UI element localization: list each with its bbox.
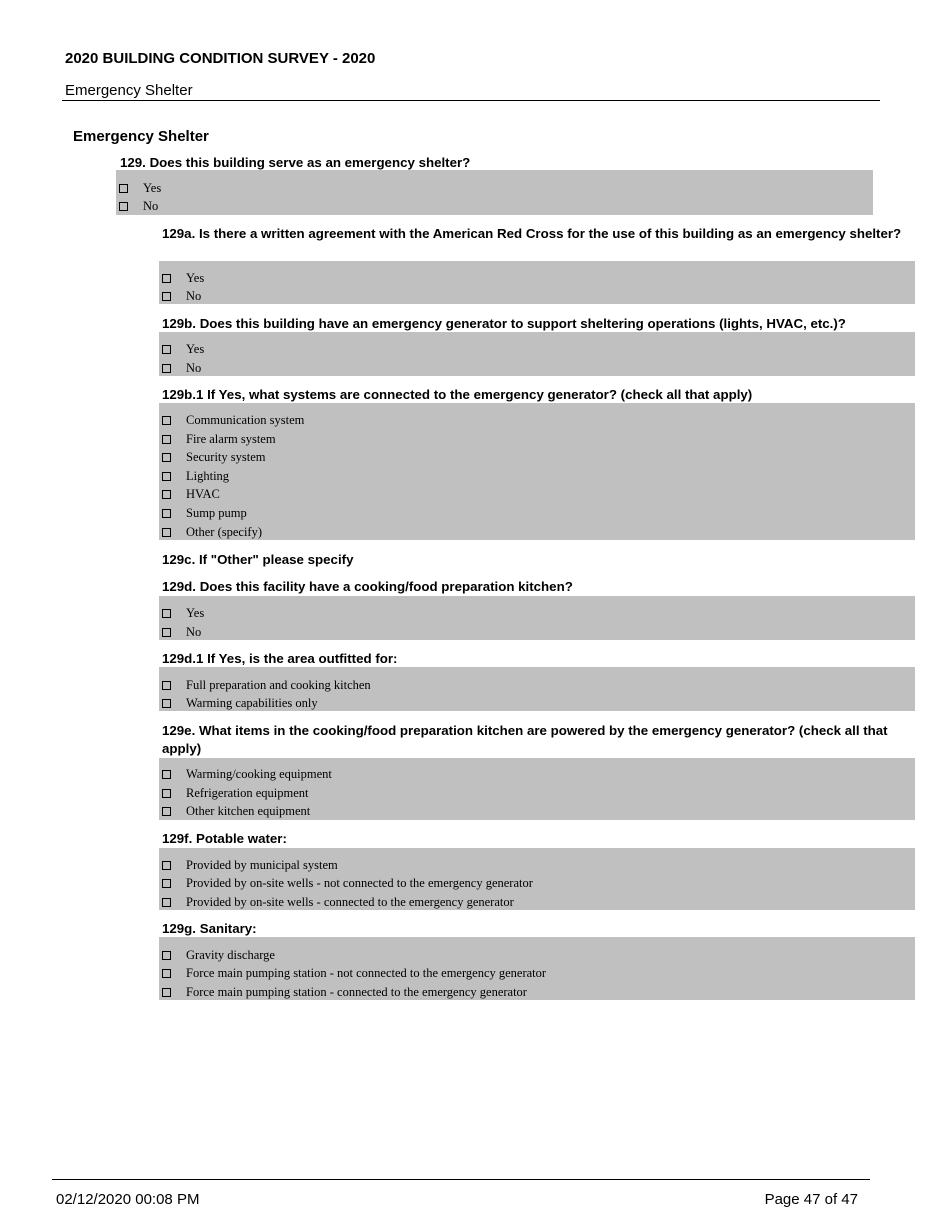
option-full-kitchen[interactable]: Full preparation and cooking kitchen (159, 676, 371, 694)
question-129g: 129g. Sanitary: (162, 921, 257, 936)
checkbox[interactable] (162, 274, 171, 283)
question-129d: 129d. Does this facility have a cooking/food preparation kitchen? (162, 579, 573, 594)
option-refrigeration-equipment[interactable]: Refrigeration equipment (159, 784, 309, 802)
checkbox[interactable] (162, 472, 171, 481)
options-129 (116, 170, 873, 215)
option-yes[interactable]: Yes (159, 269, 204, 287)
checkbox[interactable] (162, 364, 171, 373)
option-hvac[interactable]: HVAC (159, 485, 220, 503)
checkbox[interactable] (162, 509, 171, 518)
footer-divider (52, 1179, 870, 1180)
question-129a: 129a. Is there a written agreement with the American Red Cross for the use of this building as an emergency shelter? (162, 226, 902, 241)
question-129f: 129f. Potable water: (162, 831, 287, 846)
option-yes[interactable]: Yes (116, 179, 161, 197)
checkbox[interactable] (162, 681, 171, 690)
options-129d (159, 596, 915, 640)
options-129g (159, 937, 915, 1000)
checkbox[interactable] (162, 416, 171, 425)
question-129b: 129b. Does this building have an emergency generator to support sheltering operations (lights, HVAC, etc.)? (162, 316, 846, 331)
checkbox[interactable] (119, 184, 128, 193)
checkbox[interactable] (162, 770, 171, 779)
options-129b-1 (159, 403, 915, 540)
options-129e (159, 758, 915, 820)
option-yes[interactable]: Yes (159, 340, 204, 358)
option-no[interactable]: No (159, 287, 201, 305)
checkbox[interactable] (162, 879, 171, 888)
option-lighting[interactable]: Lighting (159, 467, 229, 485)
option-security-system[interactable]: Security system (159, 448, 266, 466)
checkbox[interactable] (162, 609, 171, 618)
option-warming-only[interactable]: Warming capabilities only (159, 694, 318, 712)
checkbox[interactable] (162, 292, 171, 301)
checkbox[interactable] (162, 528, 171, 537)
checkbox[interactable] (162, 435, 171, 444)
footer-datetime: 02/12/2020 00:08 PM (56, 1191, 200, 1208)
checkbox[interactable] (162, 969, 171, 978)
checkbox[interactable] (162, 898, 171, 907)
page-subtitle: Emergency Shelter (65, 82, 193, 99)
option-wells-connected[interactable]: Provided by on-site wells - connected to the emergency generator (159, 893, 514, 911)
question-129d-1: 129d.1 If Yes, is the area outfitted for: (162, 651, 398, 666)
checkbox[interactable] (162, 951, 171, 960)
option-no[interactable]: No (116, 197, 158, 215)
option-fire-alarm-system[interactable]: Fire alarm system (159, 430, 276, 448)
options-129f (159, 848, 915, 910)
option-other-kitchen-equipment[interactable]: Other kitchen equipment (159, 802, 310, 820)
option-municipal-system[interactable]: Provided by municipal system (159, 856, 338, 874)
question-129: 129. Does this building serve as an emergency shelter? (120, 155, 471, 170)
option-warming-cooking-equipment[interactable]: Warming/cooking equipment (159, 765, 332, 783)
question-129c: 129c. If "Other" please specify (162, 552, 354, 567)
options-129b (159, 332, 915, 376)
option-gravity-discharge[interactable]: Gravity discharge (159, 946, 275, 964)
options-129a (159, 261, 915, 304)
option-sump-pump[interactable]: Sump pump (159, 504, 247, 522)
options-129d-1 (159, 667, 915, 711)
header-divider (62, 100, 880, 101)
section-title: Emergency Shelter (73, 128, 209, 145)
question-129b-1: 129b.1 If Yes, what systems are connected to the emergency generator? (check all that apply) (162, 387, 753, 402)
document-title: 2020 BUILDING CONDITION SURVEY - 2020 (65, 50, 376, 67)
checkbox[interactable] (162, 861, 171, 870)
checkbox[interactable] (162, 699, 171, 708)
checkbox[interactable] (162, 807, 171, 816)
checkbox[interactable] (162, 628, 171, 637)
checkbox[interactable] (162, 789, 171, 798)
question-129e: 129e. What items in the cooking/food preparation kitchen are powered by the emergency generator? (check all that apply) (162, 723, 888, 756)
option-yes[interactable]: Yes (159, 604, 204, 622)
option-other-specify[interactable]: Other (specify) (159, 523, 262, 541)
checkbox[interactable] (119, 202, 128, 211)
option-wells-not-connected[interactable]: Provided by on-site wells - not connected to the emergency generator (159, 874, 533, 892)
checkbox[interactable] (162, 988, 171, 997)
option-communication-system[interactable]: Communication system (159, 411, 304, 429)
option-no[interactable]: No (159, 623, 201, 641)
option-no[interactable]: No (159, 359, 201, 377)
checkbox[interactable] (162, 453, 171, 462)
checkbox[interactable] (162, 490, 171, 499)
option-force-main-not-connected[interactable]: Force main pumping station - not connected to the emergency generator (159, 964, 546, 982)
checkbox[interactable] (162, 345, 171, 354)
footer-page-number: Page 47 of 47 (764, 1191, 858, 1208)
option-force-main-connected[interactable]: Force main pumping station - connected to the emergency generator (159, 983, 527, 1001)
